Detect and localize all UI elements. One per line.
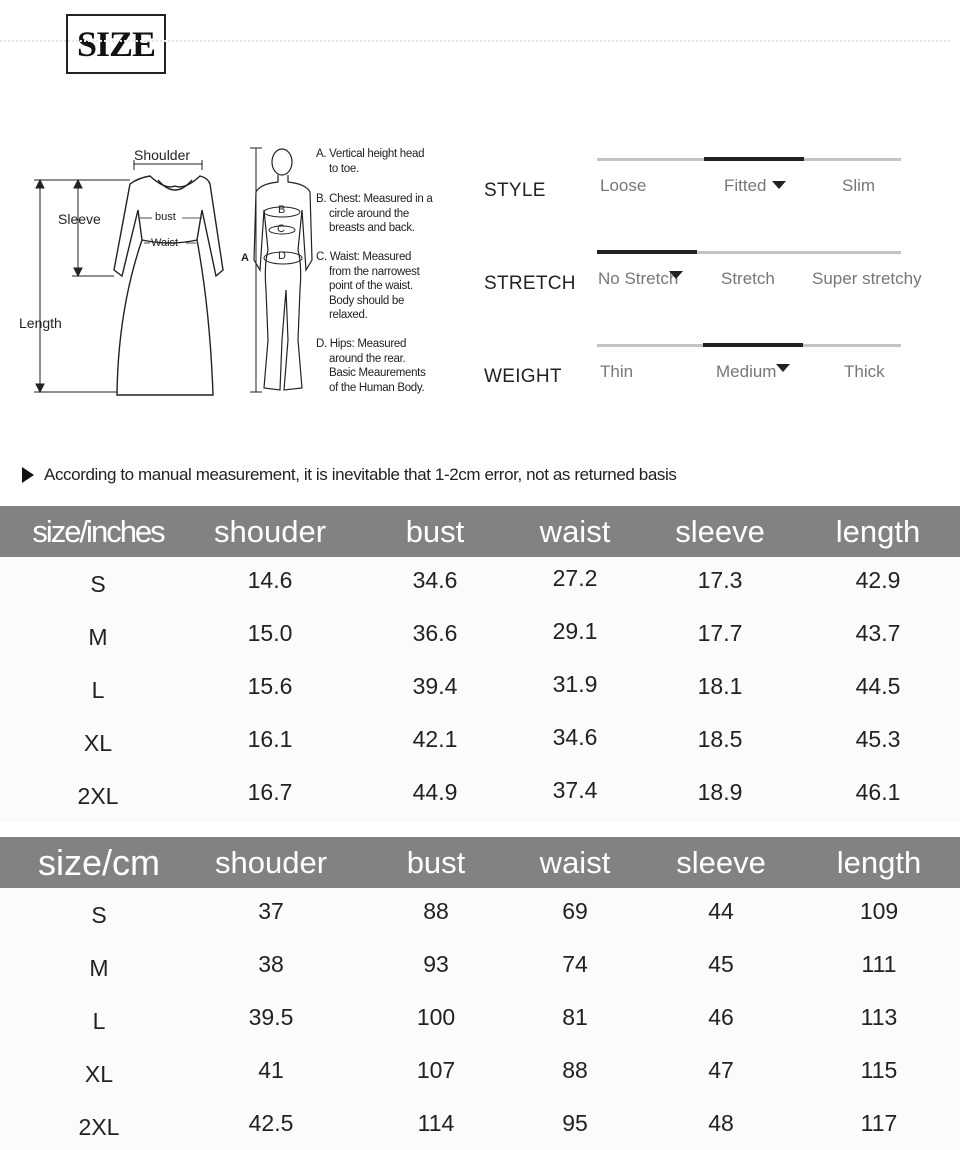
header-waist: waist (539, 845, 611, 880)
header-bust: bust (405, 514, 465, 549)
table-row: S 14.6 34.6 27.2 17.3 42.9 (90, 565, 901, 597)
size-table-inches (0, 506, 960, 822)
style-scale (484, 158, 954, 218)
weight-track (597, 344, 901, 347)
measurement-note-text: According to manual measurement, it is inevitable that 1-2cm error, not as returned basis (44, 465, 677, 484)
table-row: XL 16.1 42.1 34.6 18.5 45.3 (83, 724, 901, 756)
point-d-label: D (278, 250, 286, 262)
table-row: M 15.0 36.6 29.1 17.7 43.7 (88, 618, 901, 650)
table-body (0, 557, 960, 822)
size-table-cm (0, 837, 960, 1150)
shoulder-label: Shoulder (134, 147, 191, 163)
table-header (0, 837, 960, 888)
header-size: size/inches (32, 514, 164, 549)
table-row: L 39.5 100 81 46 113 (92, 1004, 898, 1034)
header-shoulder: shouder (213, 514, 327, 549)
style-option-fitted: Fitted (724, 176, 786, 196)
desc-a: A. Vertical height head to toe. (316, 148, 425, 175)
size-title-box (66, 14, 166, 74)
stretch-active-segment (597, 250, 697, 254)
sleeve-label: Sleeve (58, 211, 101, 227)
header-sleeve: sleeve (676, 845, 766, 880)
stretch-option-no-stretch: No Stretch (598, 269, 679, 288)
point-a-label: A (241, 252, 249, 264)
stretch-track (597, 251, 901, 254)
desc-d: D. Hips: Measured around the rear. Basic Meaurements of the Human Body. (316, 338, 426, 394)
bust-label: bust (155, 211, 176, 223)
header-sleeve: sleeve (675, 514, 765, 549)
play-triangle-icon (22, 467, 34, 483)
stretch-option-super-stretchy: Super stretchy (812, 269, 922, 288)
style-active-segment (704, 157, 804, 161)
selected-marker-icon (669, 271, 683, 279)
stretch-scale (484, 251, 954, 311)
weight-active-segment (703, 343, 803, 347)
style-option-loose: Loose (600, 176, 647, 195)
header-size: size/cm (37, 842, 161, 883)
weight-scale (484, 344, 954, 404)
header-waist: waist (539, 514, 611, 549)
header-length: length (836, 845, 922, 880)
style-title: STYLE (484, 180, 546, 201)
desc-c: C. Waist: Measured from the narrowest point of the waist. Body should be relaxed. (316, 251, 420, 321)
table-row: 2XL 16.7 44.9 37.4 18.9 46.1 (77, 777, 901, 809)
table-row: 2XL 42.5 114 95 48 117 (78, 1110, 898, 1140)
body-measure-lines (250, 148, 302, 392)
table-row: M 38 93 74 45 111 (89, 951, 897, 981)
table-row: L 15.6 39.4 31.9 18.1 44.5 (91, 671, 901, 703)
stretch-title: STRETCH (484, 273, 576, 294)
top-divider (0, 40, 950, 42)
table-header (0, 506, 960, 557)
style-track (597, 158, 901, 161)
length-label: Length (19, 315, 62, 331)
header-length: length (835, 514, 921, 549)
waist-label: Waist (151, 237, 179, 249)
style-option-slim: Slim (842, 176, 876, 195)
weight-title: WEIGHT (484, 366, 562, 387)
header-shoulder: shouder (214, 845, 328, 880)
selected-marker-icon (772, 181, 786, 189)
weight-option-medium: Medium (716, 362, 777, 381)
table-row: XL 41 107 88 47 115 (84, 1057, 898, 1087)
selected-marker-icon (776, 364, 790, 372)
table-row: S 37 88 69 44 109 (91, 898, 899, 928)
weight-option-thick: Thick (844, 362, 885, 381)
header-bust: bust (406, 845, 466, 880)
point-b-label: B (278, 204, 286, 216)
dress-outline (114, 176, 223, 395)
stretch-option-stretch: Stretch (721, 269, 775, 288)
measurement-note (22, 465, 676, 485)
desc-b: B. Chest: Measured in a circle around the breasts and back. (316, 193, 433, 234)
size-title: SIZE (76, 24, 156, 64)
body-figure (254, 149, 312, 390)
weight-option-thin: Thin (600, 362, 634, 381)
measurement-diagram (10, 140, 450, 410)
table-body (0, 888, 960, 1150)
point-c-label: C (277, 223, 285, 235)
